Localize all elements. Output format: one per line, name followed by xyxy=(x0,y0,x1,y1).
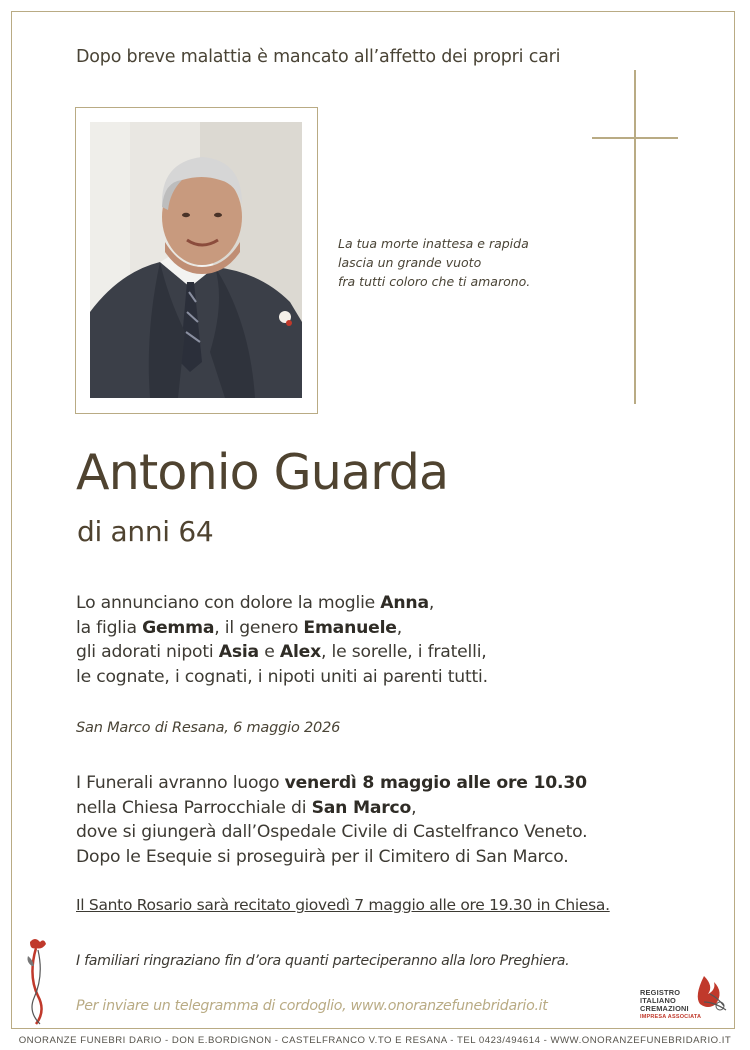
funeral-line xyxy=(76,796,696,821)
text-run: , xyxy=(428,593,435,613)
funeral-line xyxy=(76,771,696,796)
announcement-line xyxy=(76,640,676,665)
text-run: , il genero xyxy=(214,617,304,638)
cross-icon-vertical xyxy=(634,70,636,404)
cross-icon-horizontal xyxy=(592,137,678,139)
logo-text: REGISTRO xyxy=(640,988,681,997)
flower-icon xyxy=(22,936,52,1026)
place-date: San Marco di Resana, 6 maggio 2026 xyxy=(76,720,341,736)
rosary-notice: Il Santo Rosario sarà recitato giovedì 7 maggio alle ore 19.30 in Chiesa. xyxy=(76,896,610,914)
telegram-link[interactable]: Per inviare un telegramma di cordoglio, www.onoranzefunebridario.it xyxy=(76,998,548,1014)
text-run: Lo annunciano con dolore la moglie xyxy=(76,593,381,613)
memorial-quote xyxy=(338,234,578,291)
flame-icon xyxy=(690,972,730,1012)
son-in-law-name: Emanuele xyxy=(303,617,397,638)
funeral-line: Dopo le Esequie si proseguirà per il Cimitero di San Marco. xyxy=(76,846,569,867)
quote-line: La tua morte inattesa e rapida xyxy=(338,236,529,251)
text-run: la figlia xyxy=(76,617,143,638)
grandchild-name: Asia xyxy=(218,642,259,662)
text-run: e xyxy=(258,642,280,662)
quote-line: lascia un grande vuoto xyxy=(338,255,482,270)
announcement-line xyxy=(76,616,676,641)
text-run: , xyxy=(396,617,403,638)
text-run: , le sorelle, i fratelli, xyxy=(321,642,487,662)
thanks-note: I familiari ringraziano fin d’ora quanti parteciperanno alla loro Preghiera. xyxy=(76,953,570,969)
funeral-datetime: venerdì 8 maggio alle ore 10.30 xyxy=(284,773,587,793)
portrait-photo xyxy=(90,122,302,398)
deceased-name: Antonio Guarda xyxy=(76,444,449,501)
announcement-line: le cognate, i cognati, i nipoti uniti ai parenti tutti. xyxy=(76,666,488,687)
deceased-age: di anni 64 xyxy=(77,515,214,548)
portrait-frame xyxy=(75,107,318,414)
text-run: I Funerali avranno luogo xyxy=(76,773,285,793)
church-name: San Marco xyxy=(311,797,412,818)
logo-text: CREMAZIONI xyxy=(640,1004,689,1013)
funeral-line: dove si giungerà dall’Ospedale Civile di Castelfranco Veneto. xyxy=(76,822,588,842)
announcement-text xyxy=(76,591,676,689)
intro-line: Dopo breve malattia è mancato all’affetto dei propri cari xyxy=(76,47,561,67)
text-run: nella Chiesa Parrocchiale di xyxy=(76,797,312,818)
quote-line: fra tutti coloro che ti amarono. xyxy=(338,274,531,289)
grandchild-name: Alex xyxy=(279,642,322,662)
wife-name: Anna xyxy=(380,593,429,613)
footer-contact: ONORANZE FUNEBRI DARIO - DON E.BORDIGNON - CASTELFRANCO V.TO E RESANA - TEL 0423/494614 - WWW.ONORANZEFUNEBRIDARIO.IT xyxy=(18,1035,732,1046)
announcement-line xyxy=(76,591,676,616)
logo-text: ITALIANO xyxy=(640,996,676,1005)
cremation-registry-logo xyxy=(640,972,732,1026)
funeral-details xyxy=(76,771,696,869)
daughter-name: Gemma xyxy=(142,617,215,638)
logo-subtext: IMPRESA ASSOCIATA xyxy=(640,1014,702,1020)
text-run: , xyxy=(411,797,417,818)
text-run: gli adorati nipoti xyxy=(76,642,219,662)
